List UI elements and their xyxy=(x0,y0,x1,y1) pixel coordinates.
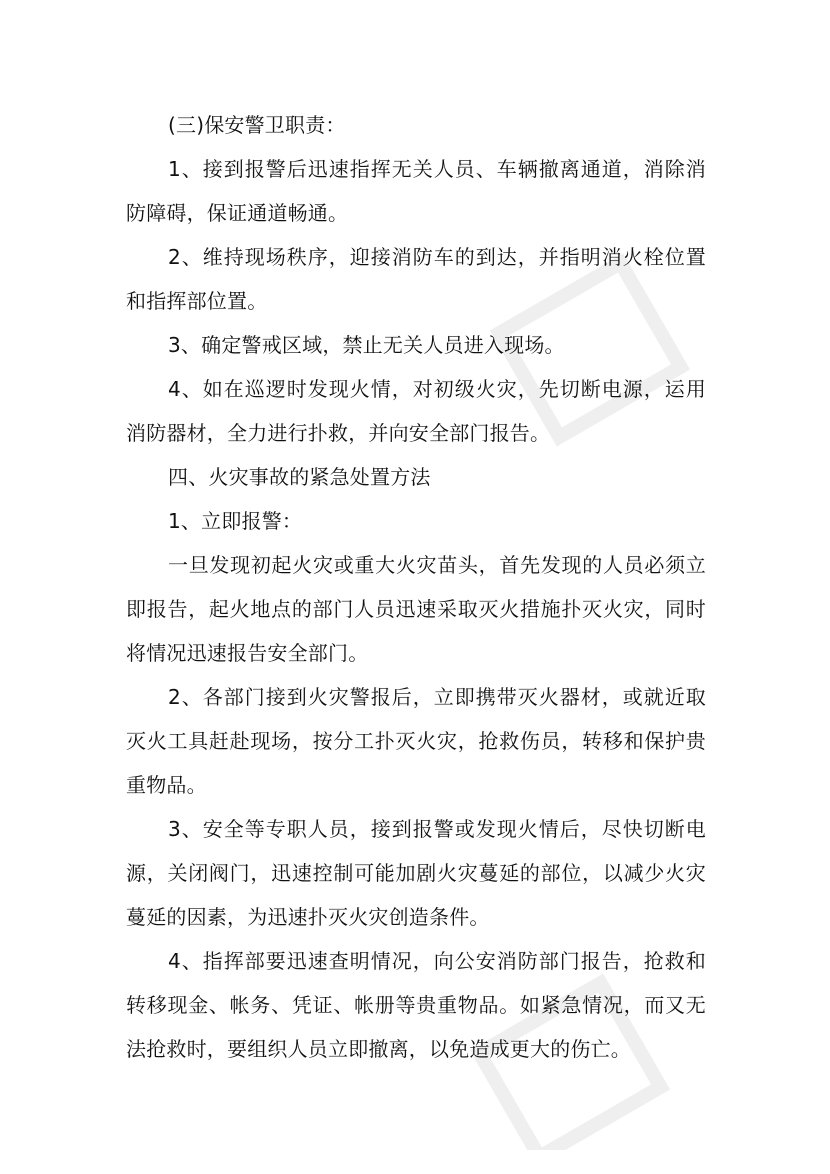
paragraph: 2、维持现场秩序，迎接消防车的到达，并指明消火栓位置和指挥部位置。 xyxy=(126,245,706,313)
paragraph: (三)保安警卫职责： xyxy=(168,113,346,137)
document-body xyxy=(126,103,706,1071)
paragraph: 3、安全等专职人员，接到报警或发现火情后，尽快切断电源，关闭阀门，迅速控制可能加剧火灾蔓延的部位，以减少火灾蔓延的因素，为迅速扑灭火灾创造条件。 xyxy=(126,817,706,929)
paragraph: 一旦发现初起火灾或重大火灾苗头，首先发现的人员必须立即报告，起火地点的部门人员迅速采取灭火措施扑灭火灾，同时将情况迅速报告安全部门。 xyxy=(126,553,706,665)
paragraph: 3、确定警戒区域，禁止无关人员进入现场。 xyxy=(168,333,565,357)
paragraph: 4、指挥部要迅速查明情况，向公安消防部门报告，抢救和转移现金、帐务、凭证、帐册等贵重物品。如紧急情况，而又无法抢救时，要组织人员立即撤离，以免造成更大的伤亡。 xyxy=(126,949,706,1061)
paragraph: 1、立即报警： xyxy=(168,509,303,533)
paragraph: 4、如在巡逻时发现火情，对初级火灾，先切断电源，运用消防器材，全力进行扑救，并向安全部门报告。 xyxy=(126,377,706,445)
paragraph: 1、接到报警后迅速指挥无关人员、车辆撤离通道，消除消防障碍，保证通道畅通。 xyxy=(126,157,706,225)
paragraph: 2、各部门接到火灾警报后，立即携带灭火器材，或就近取灭火工具赶赴现场，按分工扑灭火灾，抢救伤员，转移和保护贵重物品。 xyxy=(126,685,706,797)
section-heading: 四、火灾事故的紧急处置方法 xyxy=(168,465,431,489)
